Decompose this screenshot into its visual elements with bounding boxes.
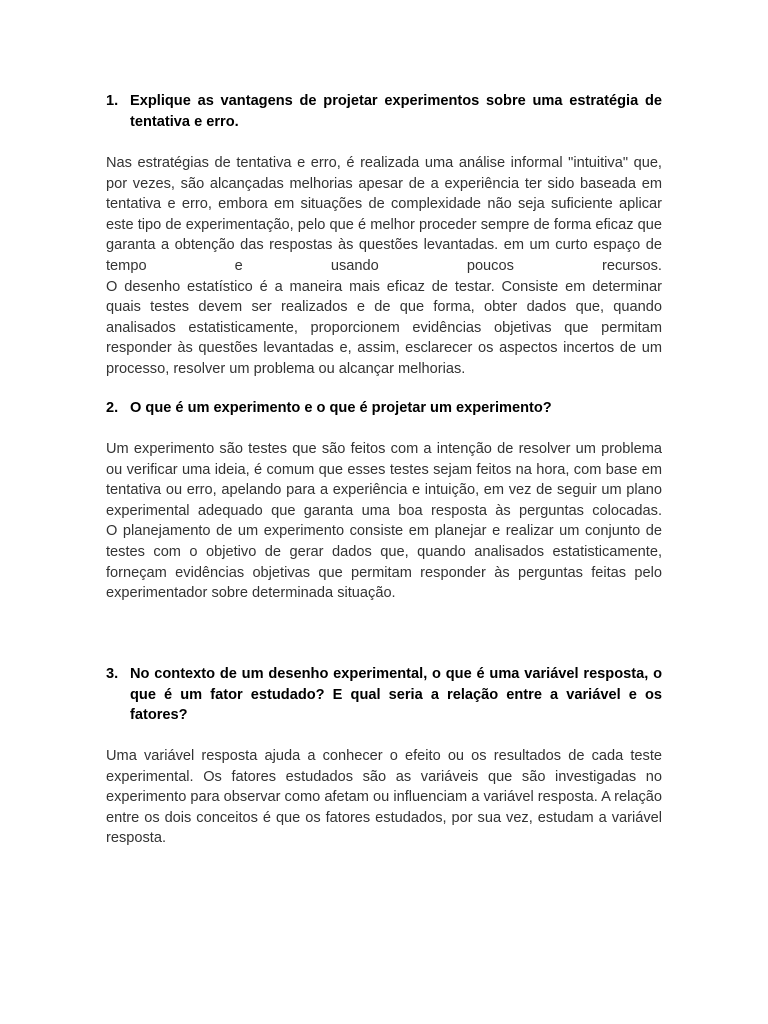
question-3-number: 3. — [106, 666, 119, 682]
answer-2-paragraph-1: Um experimento são testes que são feitos com a intenção de resolver um problema ou verificar uma ideia, é comum que esses testes sejam feitos na hora, com base em tentativa ou erro, apelando para a experiência e intuição, em vez de seguir um plano experimental adequado que garanta uma boa resposta às perguntas colocadas. — [106, 441, 662, 519]
answer-1-paragraph-1: Nas estratégias de tentativa e erro, é realizada uma análise informal "intuitiva" que, por vezes, são alcançadas melhorias apesar de a experiência ter sido baseada em tentativa e erro, embora em situações de complexidade não seja suficiente aplicar este tipo de experimentação, pelo que é melhor proceder sempre de forma eficaz que garanta a obtenção das respostas às questões levantadas. em um curto espaço de tempo e usando poucos recursos. — [106, 155, 662, 274]
answer-1-paragraph-2: O desenho estatístico é a maneira mais eficaz de testar. Consiste em determinar quais testes devem ser realizados e de que forma, obter dados que, quando analisados estatisticamente, proporcionem evidências objetivas que permitam responder às questões levantadas e, assim, esclarecer os aspectos incertos de um processo, resolver um problema ou alcançar melhorias. — [106, 278, 662, 377]
answer-3 — [106, 746, 662, 849]
question-3-text: No contexto de um desenho experimental, o que é uma variável resposta, o que é um fator estudado? E qual seria a relação entre a variável e os fatores? — [130, 666, 662, 723]
question-2 — [106, 398, 662, 419]
question-2-text: O que é um experimento e o que é projetar um experimento? — [130, 400, 552, 416]
question-1-text: Explique as vantagens de projetar experimentos sobre uma estratégia de tentativa e erro. — [130, 93, 662, 130]
question-1-number: 1. — [106, 93, 119, 109]
question-2-number: 2. — [106, 400, 119, 416]
question-3 — [106, 664, 662, 726]
answer-2 — [106, 439, 662, 604]
answer-2-paragraph-2: O planejamento de um experimento consiste em planejar e realizar um conjunto de testes com o objetivo de gerar dados que, quando analisados estatisticamente, forneçam evidências objetivas que permitam responder às perguntas feitas pelo experimentador sobre determinada situação. — [106, 523, 662, 602]
answer-1 — [106, 153, 662, 380]
answer-3-paragraph-1: Uma variável resposta ajuda a conhecer o efeito ou os resultados de cada teste experimental. Os fatores estudados são as variáveis que são investigadas no experimento para observar como afetam ou influenciam a variável resposta. A relação entre os dois conceitos é que os fatores estudados, por sua vez, estudam a variável resposta. — [106, 748, 662, 847]
question-1 — [106, 91, 662, 132]
